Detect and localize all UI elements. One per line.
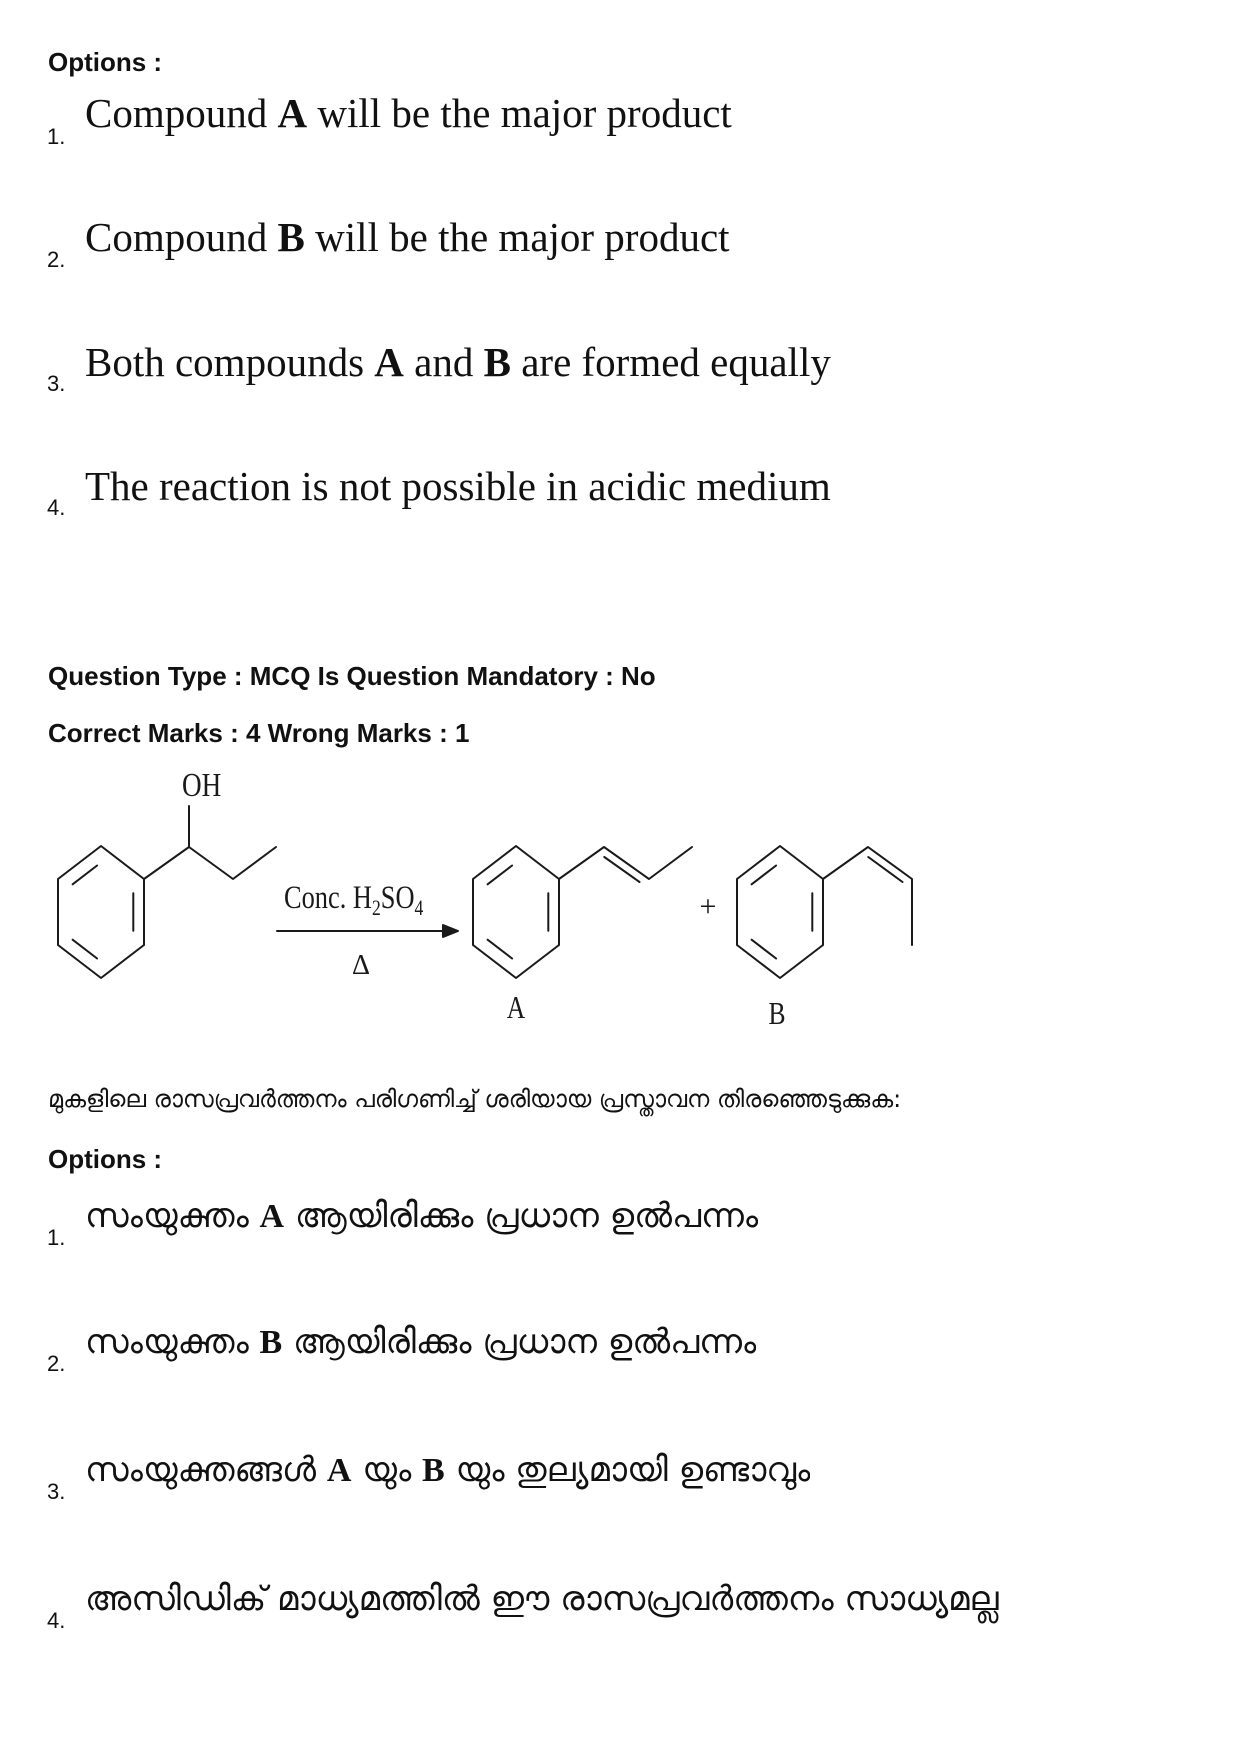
option-number: 2. — [47, 247, 66, 272]
reaction-arrow — [277, 925, 458, 937]
option-text-part: അസിഡിക് മാധ്യമത്തിൽ ഈ രാസപ്രവർത്തനം സാധ്യമല്ല — [85, 1579, 999, 1619]
option-text-part: are formed equally — [510, 339, 831, 385]
option-number: 1. — [47, 1225, 66, 1250]
option-4-text — [85, 463, 831, 509]
reagent-text: Conc. H — [284, 879, 372, 916]
compound-label: A — [374, 339, 404, 385]
option-text-part: യും — [351, 1450, 423, 1490]
product-a-side-chain — [559, 847, 692, 879]
option-text-part: ആയിരിക്കും പ്രധാന ഉൽപന്നം — [284, 1196, 759, 1236]
compound-label: B — [277, 214, 305, 260]
option-text-part: സംയുക്തം — [85, 1196, 260, 1236]
option-text-part: The reaction is not possible in acidic medium — [85, 463, 831, 509]
reagent-subscript: 4 — [414, 896, 424, 921]
reagent-subscript: 2 — [371, 896, 381, 921]
marks-line: Correct Marks : 4 Wrong Marks : 1 — [48, 718, 470, 748]
reagent-text: SO — [380, 879, 415, 916]
option-number: 2. — [47, 1351, 66, 1376]
option-number: 4. — [47, 495, 66, 520]
option-4-text-ml — [85, 1574, 999, 1625]
option-number: 4. — [47, 1608, 66, 1633]
reaction-scheme — [0, 740, 1000, 1050]
option-3-text — [85, 339, 831, 385]
option-number: 1. — [47, 124, 66, 149]
option-text-part: സംയുക്തങ്ങൾ — [85, 1450, 327, 1490]
option-1-text-ml — [85, 1191, 758, 1242]
product-b-side-chain — [823, 847, 912, 945]
option-text-part: will be the major product — [304, 214, 730, 260]
compound-label: B — [259, 1324, 283, 1361]
option-2-text — [85, 214, 730, 260]
option-text-part: ആയിരിക്കും പ്രധാന ഉൽപന്നം — [282, 1322, 757, 1362]
option-text-part: സംയുക്തം — [85, 1322, 260, 1362]
option-number: 3. — [47, 371, 66, 396]
option-text-part: Compound — [85, 214, 278, 260]
option-3-text-ml — [85, 1445, 810, 1496]
reactant-side-chain — [144, 847, 276, 879]
heat-symbol: Δ — [351, 950, 371, 981]
question-statement: മുകളിലെ രാസപ്രവർത്തനം പരിഗണിച്ച് ശരിയായ പ്രസ്താവന തിരഞ്ഞെടുക്കുക: — [48, 1085, 902, 1113]
option-text-part: will be the major product — [307, 90, 732, 136]
product-b-label: B — [768, 996, 786, 1032]
question-type-line: Question Type : MCQ Is Question Mandatory : No — [48, 661, 656, 691]
option-1-text — [85, 90, 732, 136]
product-b-benzene-ring — [737, 846, 823, 978]
option-text-part: Both compounds — [85, 339, 375, 385]
reagent-label — [284, 879, 423, 920]
compound-label: A — [259, 1198, 285, 1235]
compound-label: B — [422, 1452, 445, 1489]
reactant-benzene-ring — [58, 846, 144, 978]
plus-sign: + — [699, 890, 717, 923]
hydroxyl-label: OH — [182, 766, 222, 804]
compound-label: B — [483, 339, 511, 385]
option-text-part: and — [403, 339, 484, 385]
options-heading: Options : — [48, 47, 163, 77]
option-text-part: യും തുല്യമായി ഉണ്ടാവും — [444, 1450, 811, 1490]
product-a-benzene-ring — [473, 846, 559, 978]
option-number: 3. — [47, 1479, 66, 1504]
product-a-label: A — [506, 990, 526, 1026]
option-text-part: Compound — [85, 90, 278, 136]
compound-label: A — [326, 1452, 352, 1489]
compound-label: A — [277, 90, 308, 136]
option-2-text-ml — [85, 1317, 756, 1368]
options-heading: Options : — [48, 1144, 163, 1174]
